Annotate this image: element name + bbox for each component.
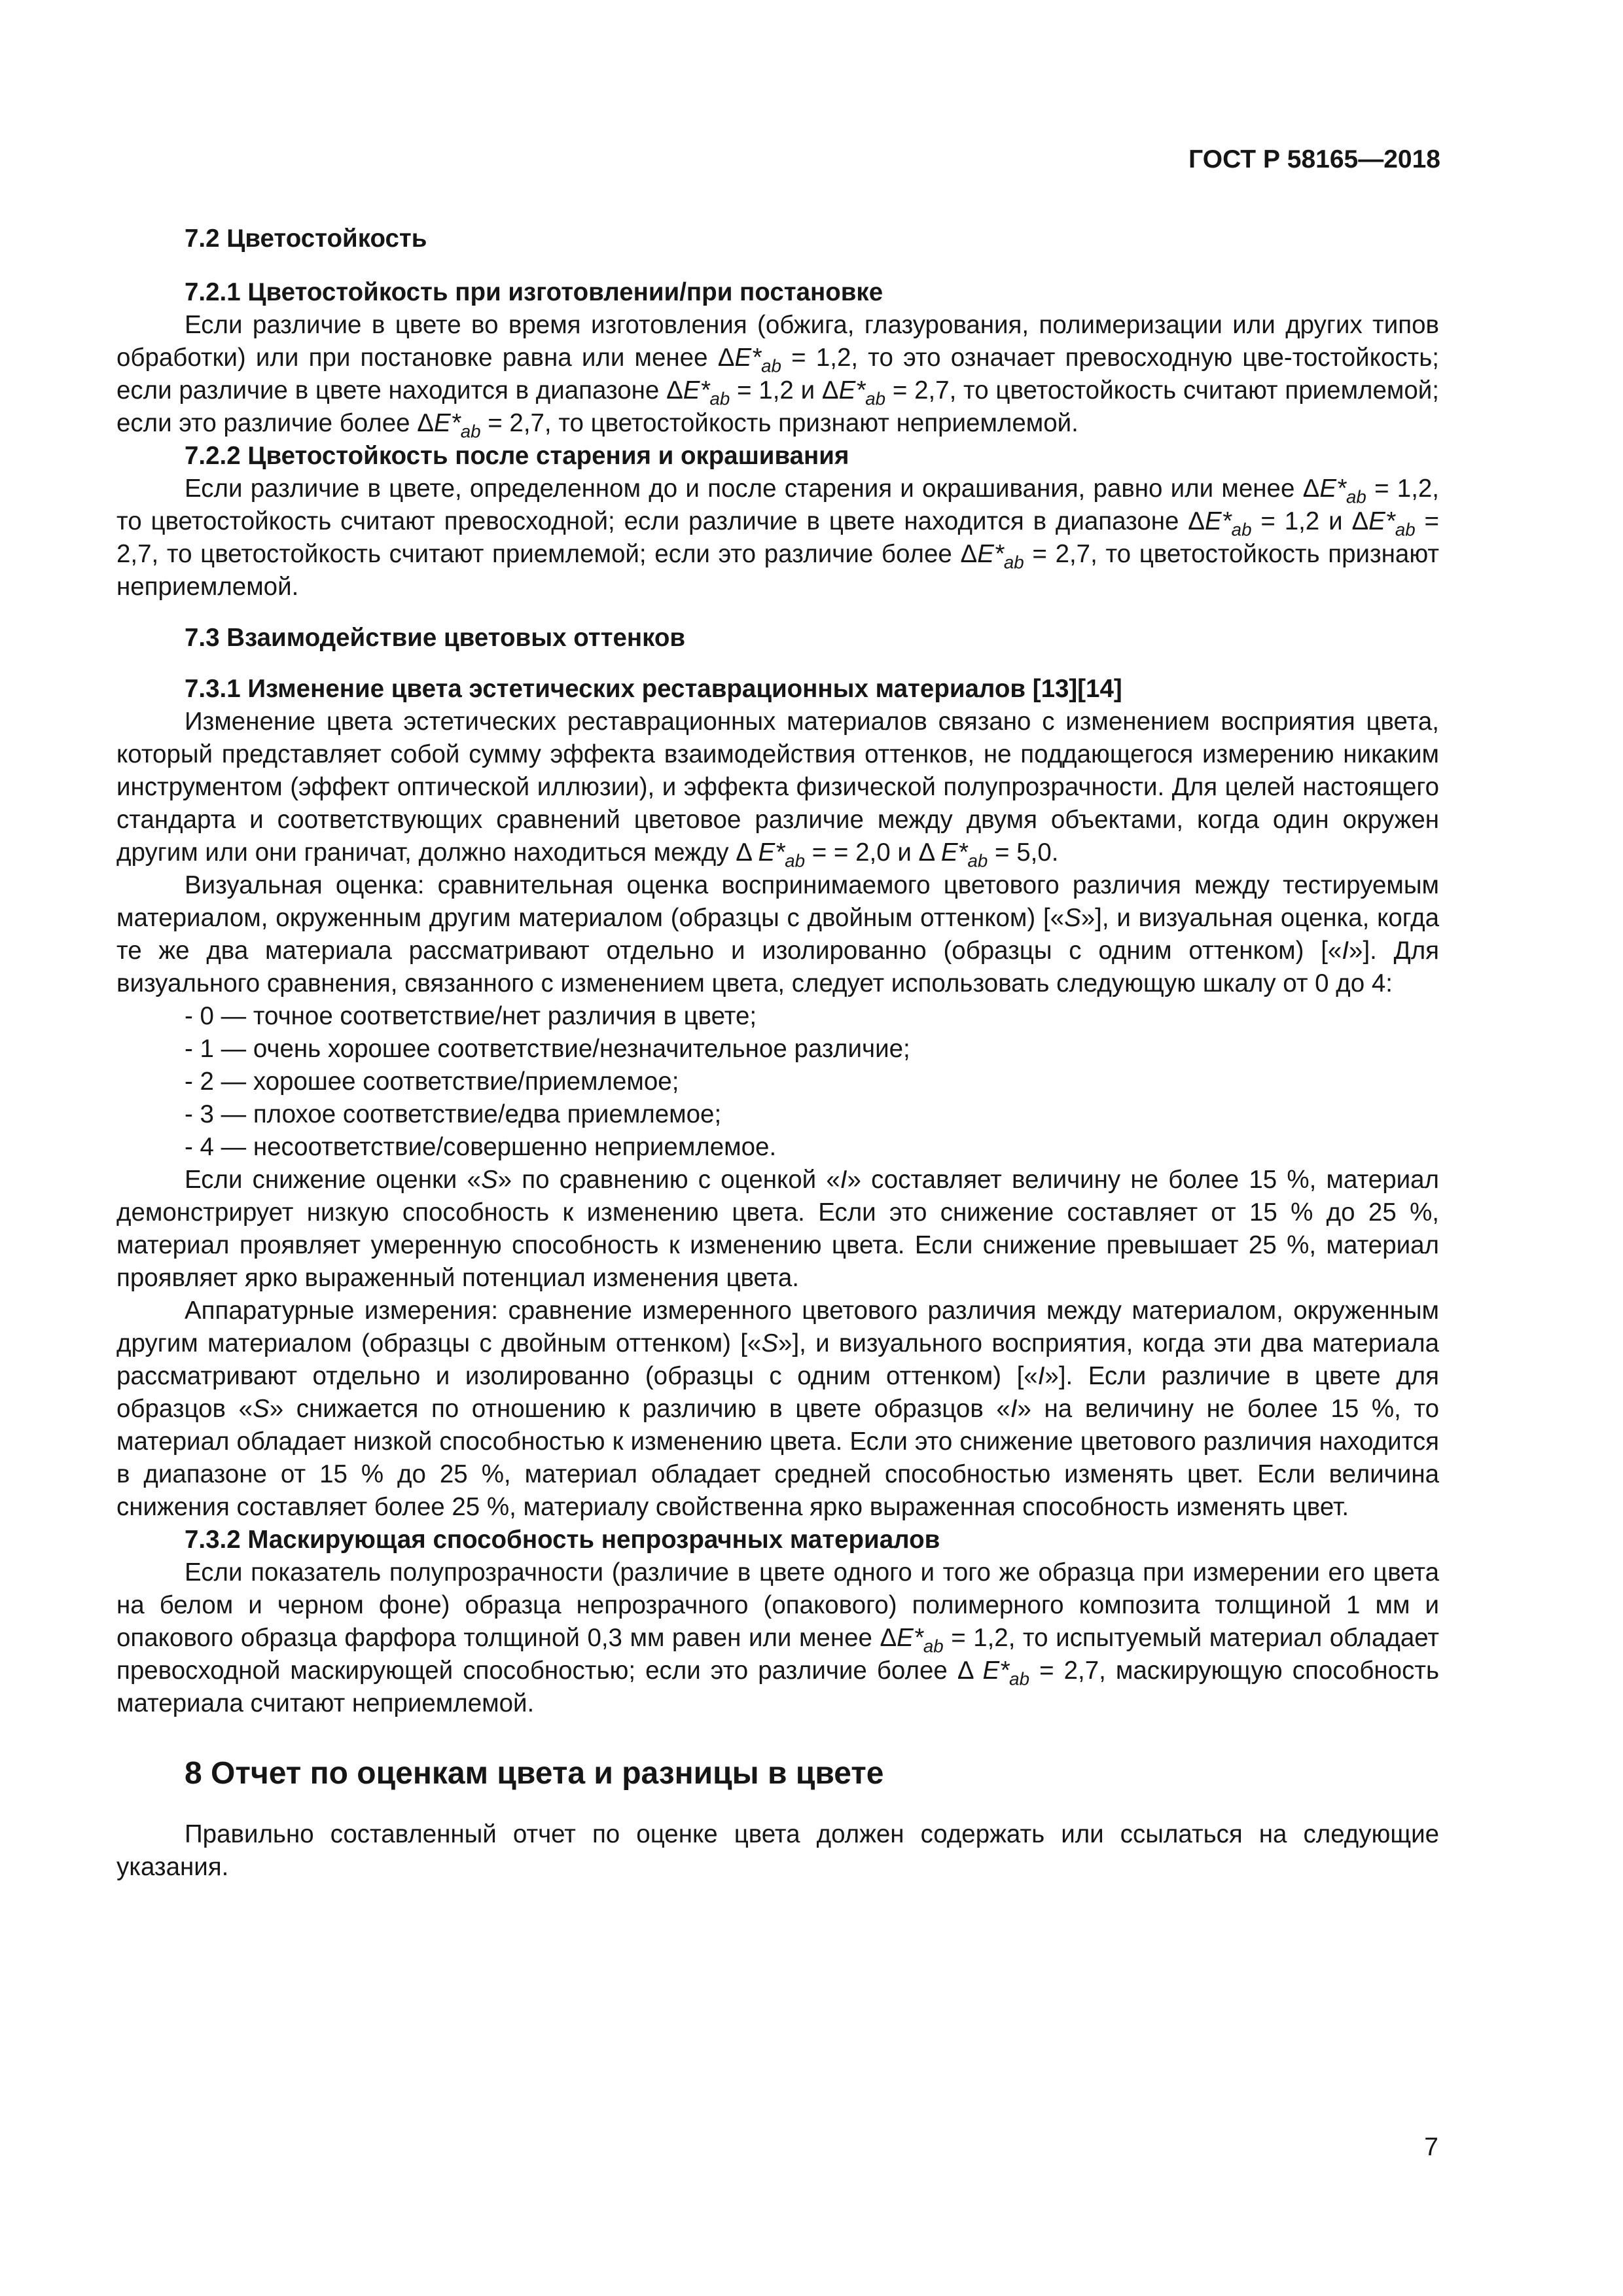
section-7-2-2-title: 7.2.2 Цветостойкость после старения и окрашивания — [185, 442, 849, 470]
list-item: - 1 — очень хорошее соответствие/незначительное различие; — [185, 1035, 910, 1063]
list-item: - 0 — точное соответствие/нет различия в цвете; — [185, 1002, 757, 1030]
delta-e-ab: $\Delta E*_{ab}$ — [1351, 507, 1416, 540]
section-7-2-title: 7.2 Цветостойкость — [185, 224, 427, 253]
section-7-3-1-title: 7.3.1 Изменение цвета эстетических реставрационных материалов [13][14] — [185, 675, 1122, 703]
list-item: - 2 — хорошее соответствие/приемлемое; — [185, 1067, 679, 1096]
delta-e-ab: $\Delta E*_{ab}$ — [417, 409, 481, 442]
paragraph-7-3-1-intro: Изменение цвета эстетических реставрационных материалов связано с изменением восприятия цвета, который представляет собой сумму эффекта взаимодействия оттенков, не поддающегося измерению никаким инструментом (эффект оптической иллюзии), и эффекта физической полупрозрачности. Для целей настоящего стандарта и соответствующих сравнений цветовое различие между двумя объектами, когда один окружен другим или они граничат, должно находиться между Δ $E*_{ab}$ = = 2,0 и Δ $E*_{ab} = 5,0$. — [116, 708, 1439, 871]
delta-e-ab: Δ $E*_{ab}$ — [957, 1657, 1030, 1689]
assessment-scale-list — [116, 1000, 1439, 1164]
paragraph-7-2-1: Если различие в цвете во время изготовления (обжига, глазурования, полимеризации или других типов обработки) или при постановке равна или менее $\Delta E*_{ab} = 1,2$, то это означает превосходную цве-тостойкость; если различие в цвете находится в диапазоне $\Delta E*_{ab} = 1,2$ и $\Delta E*_{ab} = 2,7$, то цветостойкость считают приемлемой; если это различие более $\Delta E*_{ab} = 2,7$, то цветостойкость признают неприемлемой. — [116, 311, 1440, 442]
document-content — [116, 223, 1439, 1884]
list-item: - 3 — плохое соответствие/едва приемлемое; — [185, 1100, 722, 1128]
page-number: 7 — [1424, 2133, 1438, 2161]
paragraph-score-reduction: Если снижение оценки «S» по сравнению с оценкой «I» составляет величину не более 15 %, материал демонстрирует низкую способность к изменению цвета. Если это снижение составляет от 15 % до 25 %, материал проявляет умеренную способность к изменению цвета. Если снижение превышает 25 %, материал проявляет ярко выраженный потенциал изменения цвета. — [116, 1166, 1439, 1292]
paragraph-8: Правильно составленный отчет по оценке цвета должен содержать или ссылаться на следующие указания. — [116, 1820, 1439, 1881]
paragraph-instrumental-measurements: Аппаратурные измерения: сравнение измеренного цветового различия между материалом, окруженным другим материалом (образцы с двойным оттенком) [«S»], и визуального восприятия, когда эти два материала рассматривают отдельно и изолированно (образцы с одним оттенком) [«I»]. Если различие в цвете для образцов «S» снижается по отношению к различию в цвете образцов «I» на величину не более 15 %, то материал обладает низкой способностью к изменению цвета. Если это снижение цветового различия находится в диапазоне от 15 % до 25 %, материал обладает средней способностью изменять цвет. Если величина снижения составляет более 25 %, материалу свойственна ярко выраженная способность изменять цвет. — [116, 1297, 1439, 1521]
delta-e-ab: $\Delta E*_{ab}$ — [666, 376, 730, 409]
delta-e-ab: $\Delta E*_{ab}$ — [821, 376, 886, 409]
delta-e-ab: Δ $E*_{ab}$ — [918, 838, 988, 871]
delta-e-ab: $\Delta E*_{ab}$ — [880, 1624, 944, 1657]
section-8-title: 8 Отчет по оценкам цвета и разницы в цвете — [185, 1756, 884, 1791]
delta-e-ab: Δ $E*_{ab}$ — [736, 838, 806, 871]
section-7-3-2-title: 7.3.2 Маскирующая способность непрозрачных материалов — [185, 1526, 940, 1554]
paragraph-visual-assessment: Визуальная оценка: сравнительная оценка воспринимаемого цветового различия между тестируемым материалом, окруженным другим материалом (образцы с двойным оттенком) [«S»], и визуальная оценка, когда те же два материала рассматривают отдельно и изолированно (образцы с одним оттенком) [«I»]. Для визуального сравнения, связанного с изменением цвета, следует использовать следующую шкалу от 0 до 4: — [116, 871, 1440, 997]
paragraph-7-3-2: Если показатель полупрозрачности (различие в цвете одного и того же образца при измерении его цвета на белом и черном фоне) образца непрозрачного (опакового) полимерного композита толщиной 1 мм и опакового образца фарфора толщиной 0,3 мм равен или менее $\Delta E*_{ab} = 1,2$, то испытуемый материал обладает превосходной маскирующей способностью; если это различие более Δ $E*_{ab} = 2,7$, маскирующую способность материала считают неприемлемой. — [116, 1558, 1440, 1717]
delta-e-ab: $\Delta E*_{ab}$ — [717, 344, 781, 376]
paragraph-7-2-2: Если различие в цвете, определенном до и после старения и окрашивания, равно или менее $\Delta E*_{ab} = 1,2$, то цветостойкость считают превосходной; если различие в цвете находится в диапазоне $\Delta E*_{ab} = 1,2$ и $\Delta E*_{ab} = 2,7$, то цветостойкость считают приемлемой; если это различие более $\Delta E*_{ab} = 2,7$, то цветостойкость признают неприемлемой. — [116, 475, 1440, 601]
section-7-2-1-title: 7.2.1 Цветостойкость при изготовлении/при постановке — [185, 278, 883, 306]
section-7-3-title: 7.3 Взаимодействие цветовых оттенков — [185, 624, 686, 652]
list-item: - 4 — несоответствие/совершенно неприемлемое. — [185, 1133, 777, 1161]
delta-e-ab: $\Delta E*_{ab}$ — [1188, 507, 1252, 540]
delta-e-ab: $\Delta E*_{ab}$ — [960, 540, 1024, 573]
delta-e-ab: $\Delta E*_{ab}$ — [1302, 475, 1366, 507]
standard-header: ГОСТ Р 58165—2018 — [1188, 145, 1440, 173]
